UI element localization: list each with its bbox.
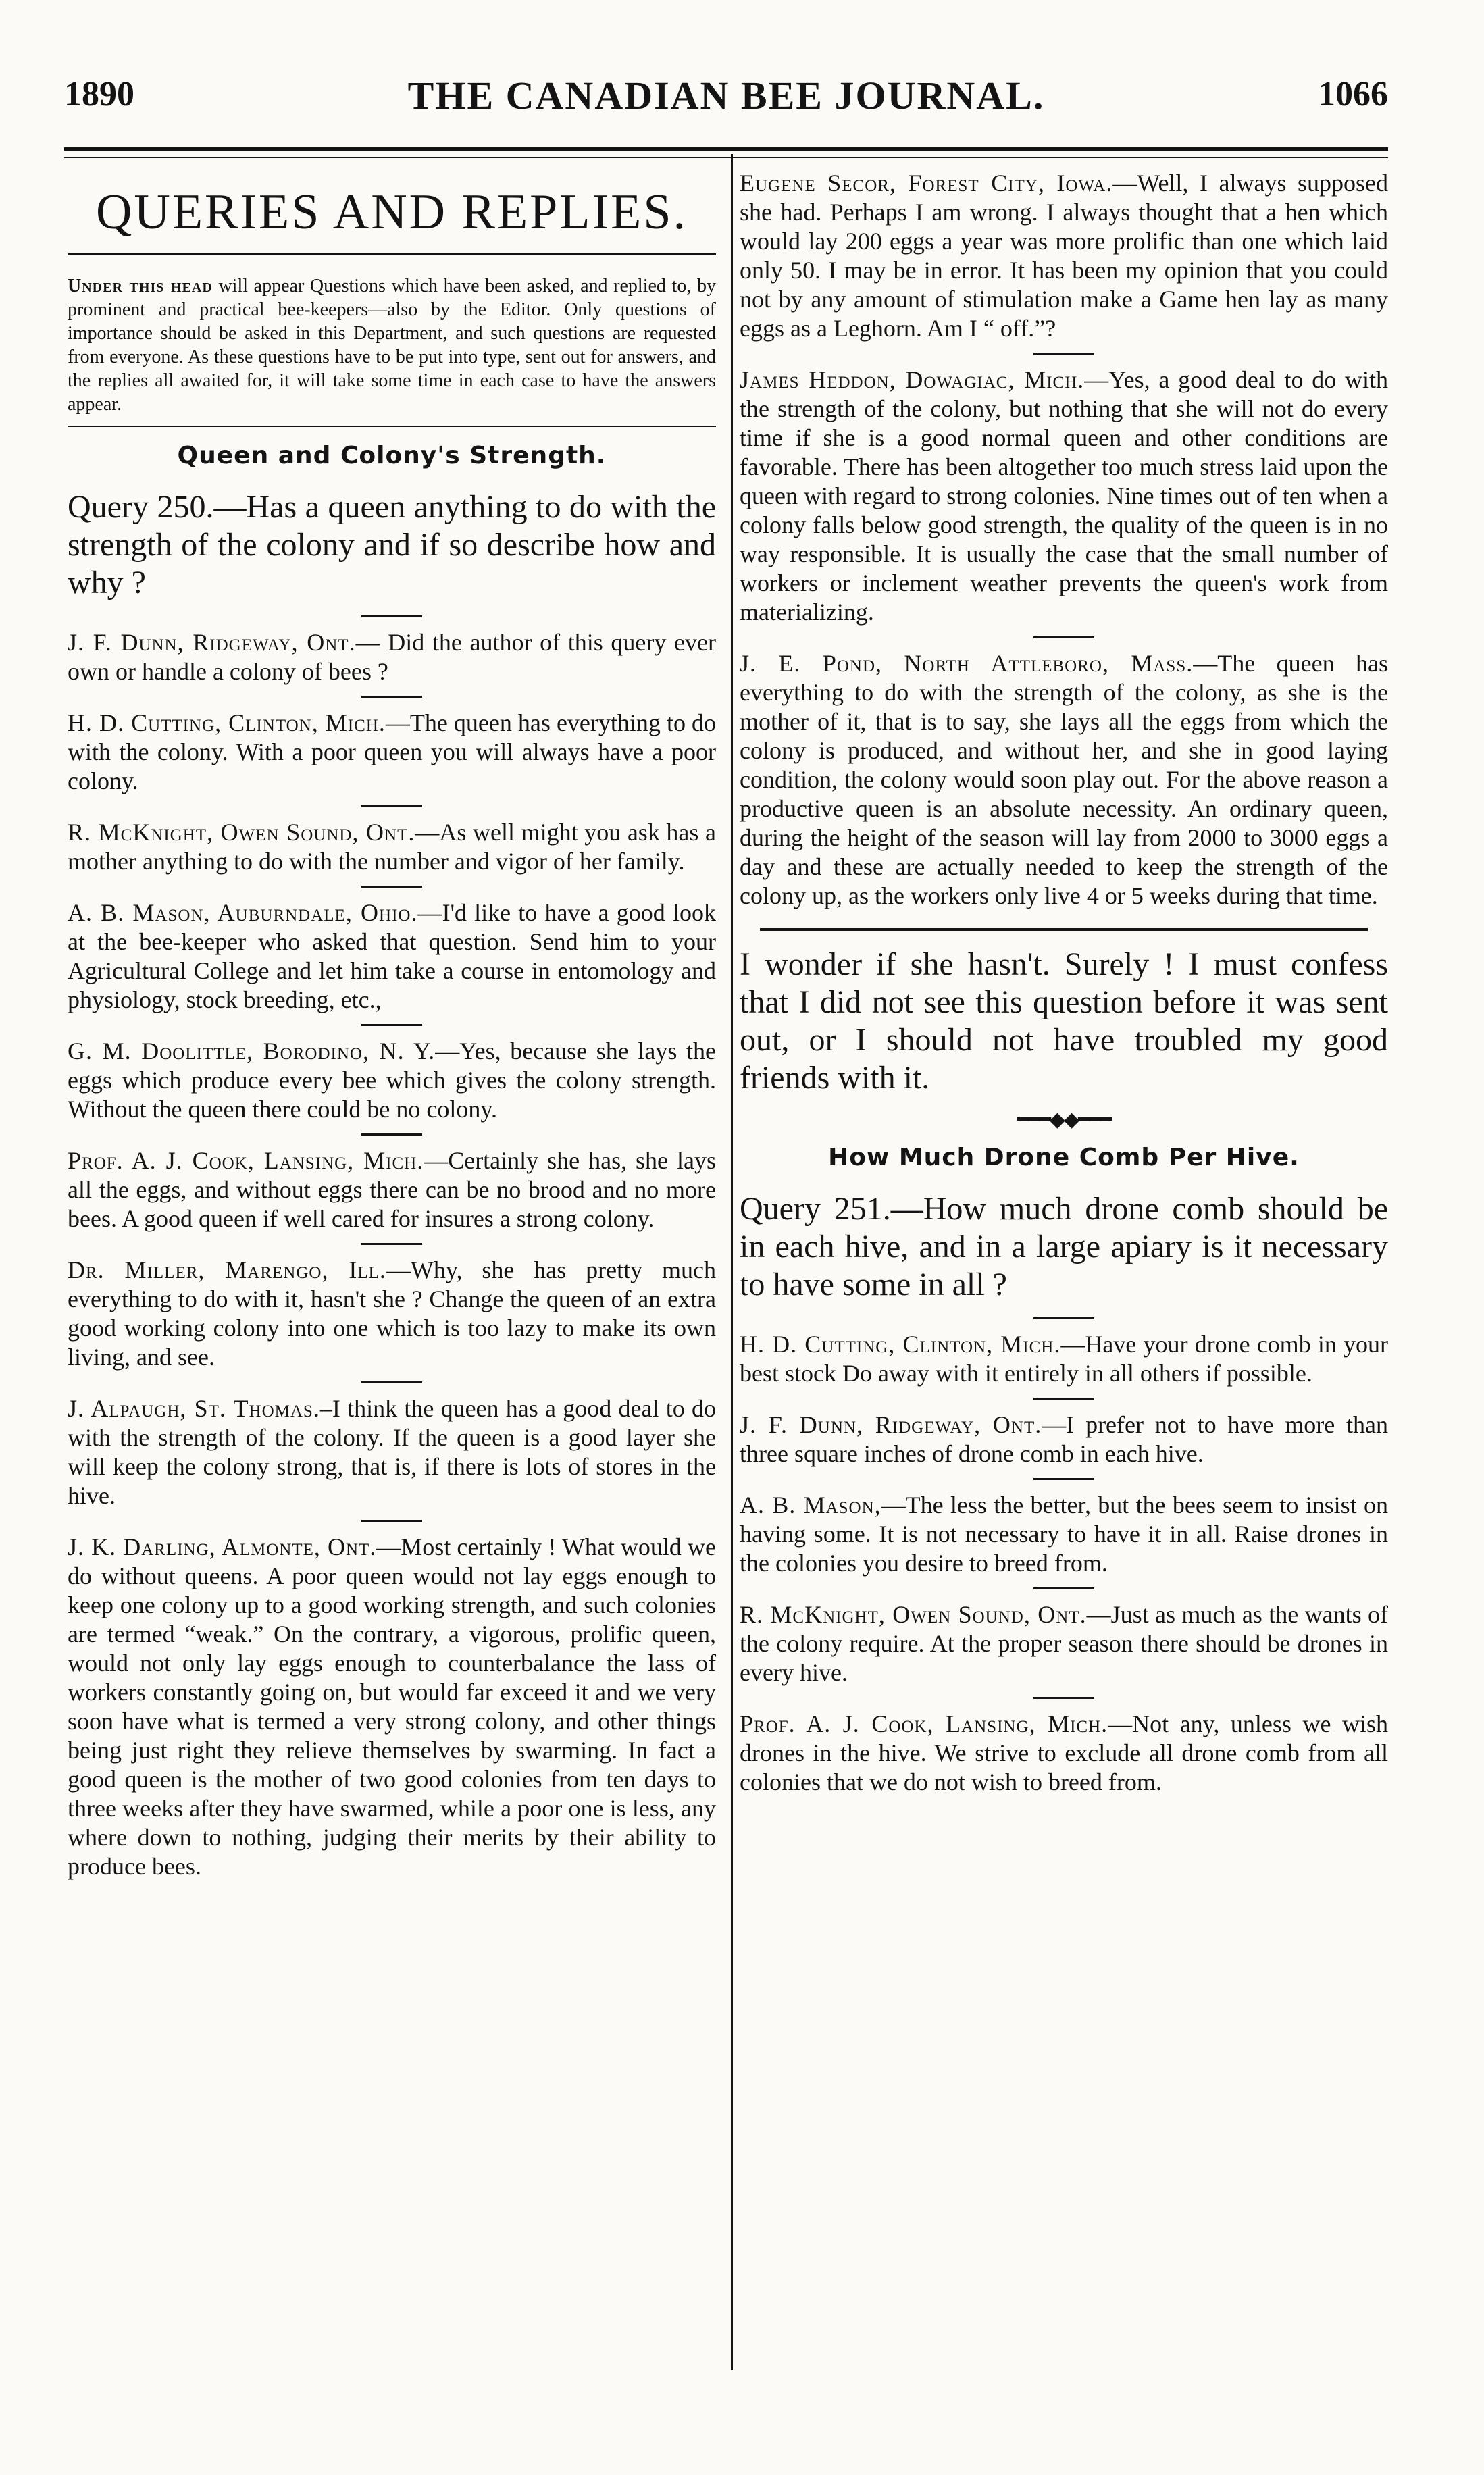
reply-author: Dr. Miller, Marengo, Ill. [68,1256,386,1283]
reply-author: H. D. Cutting, Clinton, Mich. [740,1331,1061,1358]
reply-author: R. McKnight, Owen Sound, Ont. [740,1601,1087,1628]
separator [1033,353,1094,355]
intro-text: will appear Questions which have been asked, and replied to, by prominent and practical bee-keepers—also by the Editor. Only questions of importance should be asked in this Department, and such questions are requested from everyone. As these questions have to be put into type, sent out for answers, and the replies all awaited for, it will take some time in each case to have the answers appear. [68,276,716,415]
reply [68,709,716,796]
separator [361,696,422,698]
reply [740,1491,1388,1578]
reply-text: — Did the author of this query ever own or handle a colony of bees ? [68,629,716,685]
reply-text: —Certainly she has, she lays all the eggs, and without eggs there can be no brood and no more bees. A good queen if well cared for insures a strong colony. [68,1147,716,1232]
reply [740,649,1388,911]
separator [1033,1478,1094,1480]
reply-text: —Yes, a good deal to do with the strength of the colony, but nothing that she will not do every time if she is a good normal queen and other conditions are favorable. There has been altogether too much stress laid upon the queen with regard to strong colonies. Nine times out of ten when a colony falls below good strength, the quality of the queen is in no way responsible. It is usually the case that the small number of workers or inclement weather prevents the queen's work from materializing. [740,366,1388,626]
reply-text: —Have your drone comb in your best stock Do away with it entirely in all others if possible. [740,1331,1388,1387]
reply-text: —Just as much as the wants of the colony require. At the proper season there should be drones in every hive. [740,1601,1389,1686]
reply-text: —The less the better, but the bees seem to insist on having some. It is not necessary to have it in all. Raise drones in the colonies you desire to breed from. [740,1491,1388,1577]
reply-author: J. K. Darling, Almonte, Ont. [68,1533,377,1560]
reply [740,1330,1388,1388]
separator [1033,1697,1094,1699]
reply-author: J. F. Dunn, Ridgeway, Ont. [740,1411,1042,1438]
reply-author: J. F. Dunn, Ridgeway, Ont. [68,629,356,656]
reply [68,898,716,1015]
reply-text: —I'd like to have a good look at the bee-keeper who asked that question. Send him to your Agricultural College and let him take a course in entomology and physiology, stock breeding, etc., [68,899,716,1013]
separator [361,1381,422,1383]
separator [1033,1317,1094,1319]
separator [361,805,422,807]
reply [68,628,716,686]
reply [740,169,1388,343]
reply-text: —I prefer not to have more than three square inches of drone comb in each hive. [740,1411,1388,1467]
separator [361,1520,422,1522]
reply-text: —Most certainly ! What would we do without queens. A poor queen would not lay eggs enough to keep one colony up to a good working strength, and such colonies are termed “weak.” On the contrary, a vigorous, prolific queen, would not only lay eggs enough to counterbalance the lass of workers constantly going on, but would far exceed it and we very soon have what is termed a very strong colony, and other things being just right they relieve themselves by swarming. In fact a good queen is the mother of two good colonies from ten days to three weeks after they have swarmed, while a poor one is less, any where down to nothing, judging their merits by their ability to produce bees. [68,1533,716,1880]
reply-author: R. McKnight, Owen Sound, Ont. [68,819,415,846]
page-number: 1066 [1318,75,1388,113]
query-251-heading: How Much Drone Comb Per Hive. [828,1144,1300,1171]
query-250-heading: Queen and Colony's Strength. [177,442,607,469]
separator [361,615,422,617]
separator [361,1133,422,1136]
separator [361,1024,422,1026]
reply-author: A. B. Mason, [740,1491,881,1519]
reply [740,1600,1388,1687]
separator [1033,1398,1094,1400]
reply [68,1394,716,1510]
reply-text: —The queen has everything to do with the strength of the colony, as she is the mother of it, that is to say, she lays all the eggs from which the colony is produced, and without her, and she in good laying condition, the colony would soon play out. For the above reason a productive queen is an absolute necessity. An ordinary queen, during the height of the season will lay from 2000 to 3000 eggs a day and these are actually needed to keep the strength of the colony up, as the workers only live 4 or 5 weeks during that time. [740,650,1388,909]
reply [740,365,1388,627]
reply-author: Prof. A. J. Cook, Lansing, Mich. [740,1710,1108,1737]
reply [68,1256,716,1372]
reply-author: J. Alpaugh, St. Thomas. [68,1395,320,1422]
intro-lead: Under this head [68,276,213,297]
query-251-question: Query 251.—How much drone comb should be in each hive, and in a large apiary is it necessary to have some in all ? [740,1191,1388,1302]
separator [361,886,422,888]
reply-author: J. E. Pond, North Attleboro, Mass. [740,650,1194,677]
reply-author: H. D. Cutting, Clinton, Mich. [68,709,386,736]
reply-text: –I think the queen has a good deal to do with the strength of the colony. If the queen is a good layer she will keep the colony strong, that is, if there is lots of stores in the hive. [68,1395,717,1509]
right-column [740,169,1388,1801]
separator [1033,636,1094,638]
reply [68,1037,716,1124]
separator [1033,1587,1094,1589]
reply [68,818,716,876]
reply-author: A. B. Mason, Auburndale, Ohio. [68,899,418,926]
reply-author: Eugene Secor, Forest City, Iowa. [740,170,1113,197]
page-year: 1890 [64,75,134,113]
ornament-divider: ━━━◆◆━━━ [1017,1108,1111,1131]
separator-rule [760,928,1368,931]
reply-text: —Yes, because she lays the eggs which produce every bee which gives the colony strength. Without the queen there could be no colony. [68,1038,716,1123]
reply-text: —Why, she has pretty much everything to do with it, hasn't she ? Change the queen of an extra good working colony into one which is too lazy to make its own living, and see. [68,1256,716,1371]
column-divider [731,154,733,2370]
reply-author: James Heddon, Dowagiac, Mich. [740,366,1085,393]
editor-note: I wonder if she hasn't. Surely ! I must confess that I did not see this question before it was sent out, or I should not have troubled my good friends with it. [740,946,1388,1096]
reply-text: —As well might you ask has a mother anything to do with the number and vigor of her family. [68,819,717,875]
reply-text: —Not any, unless we wish drones in the hive. We strive to exclude all drone comb from all colonies that we do not wish to breed from. [740,1710,1388,1795]
separator [361,1243,422,1245]
query-250-question: Query 250.—Has a queen anything to do with the strength of the colony and if so describe how and why ? [68,489,716,601]
header-rule-thin [64,157,1388,158]
reply [68,1533,716,1881]
journal-title: THE CANADIAN BEE JOURNAL. [407,74,1045,118]
left-column [68,169,716,1885]
reply [740,1710,1388,1797]
header-rule [64,147,1388,151]
reply [68,1146,716,1233]
reply-author: Prof. A. J. Cook, Lansing, Mich. [68,1147,424,1174]
reply-text: —The queen has everything to do with the colony. With a poor queen you will always have a poor colony. [68,709,716,794]
reply [740,1410,1388,1469]
reply-author: G. M. Doolittle, Borodino, N. Y. [68,1038,436,1065]
intro-note [68,274,716,427]
section-title: QUERIES AND REPLIES. [68,174,716,255]
reply-text: —Well, I always supposed she had. Perhaps I am wrong. I always thought that a hen which would lay 200 eggs a year was more prolific than one which laid only 50. I may be in error. It has been my opinion that you could not by any amount of stimulation make a Game hen lay as many eggs as a Leghorn. Am I “ off.”? [740,170,1389,342]
page-header [64,68,1388,122]
